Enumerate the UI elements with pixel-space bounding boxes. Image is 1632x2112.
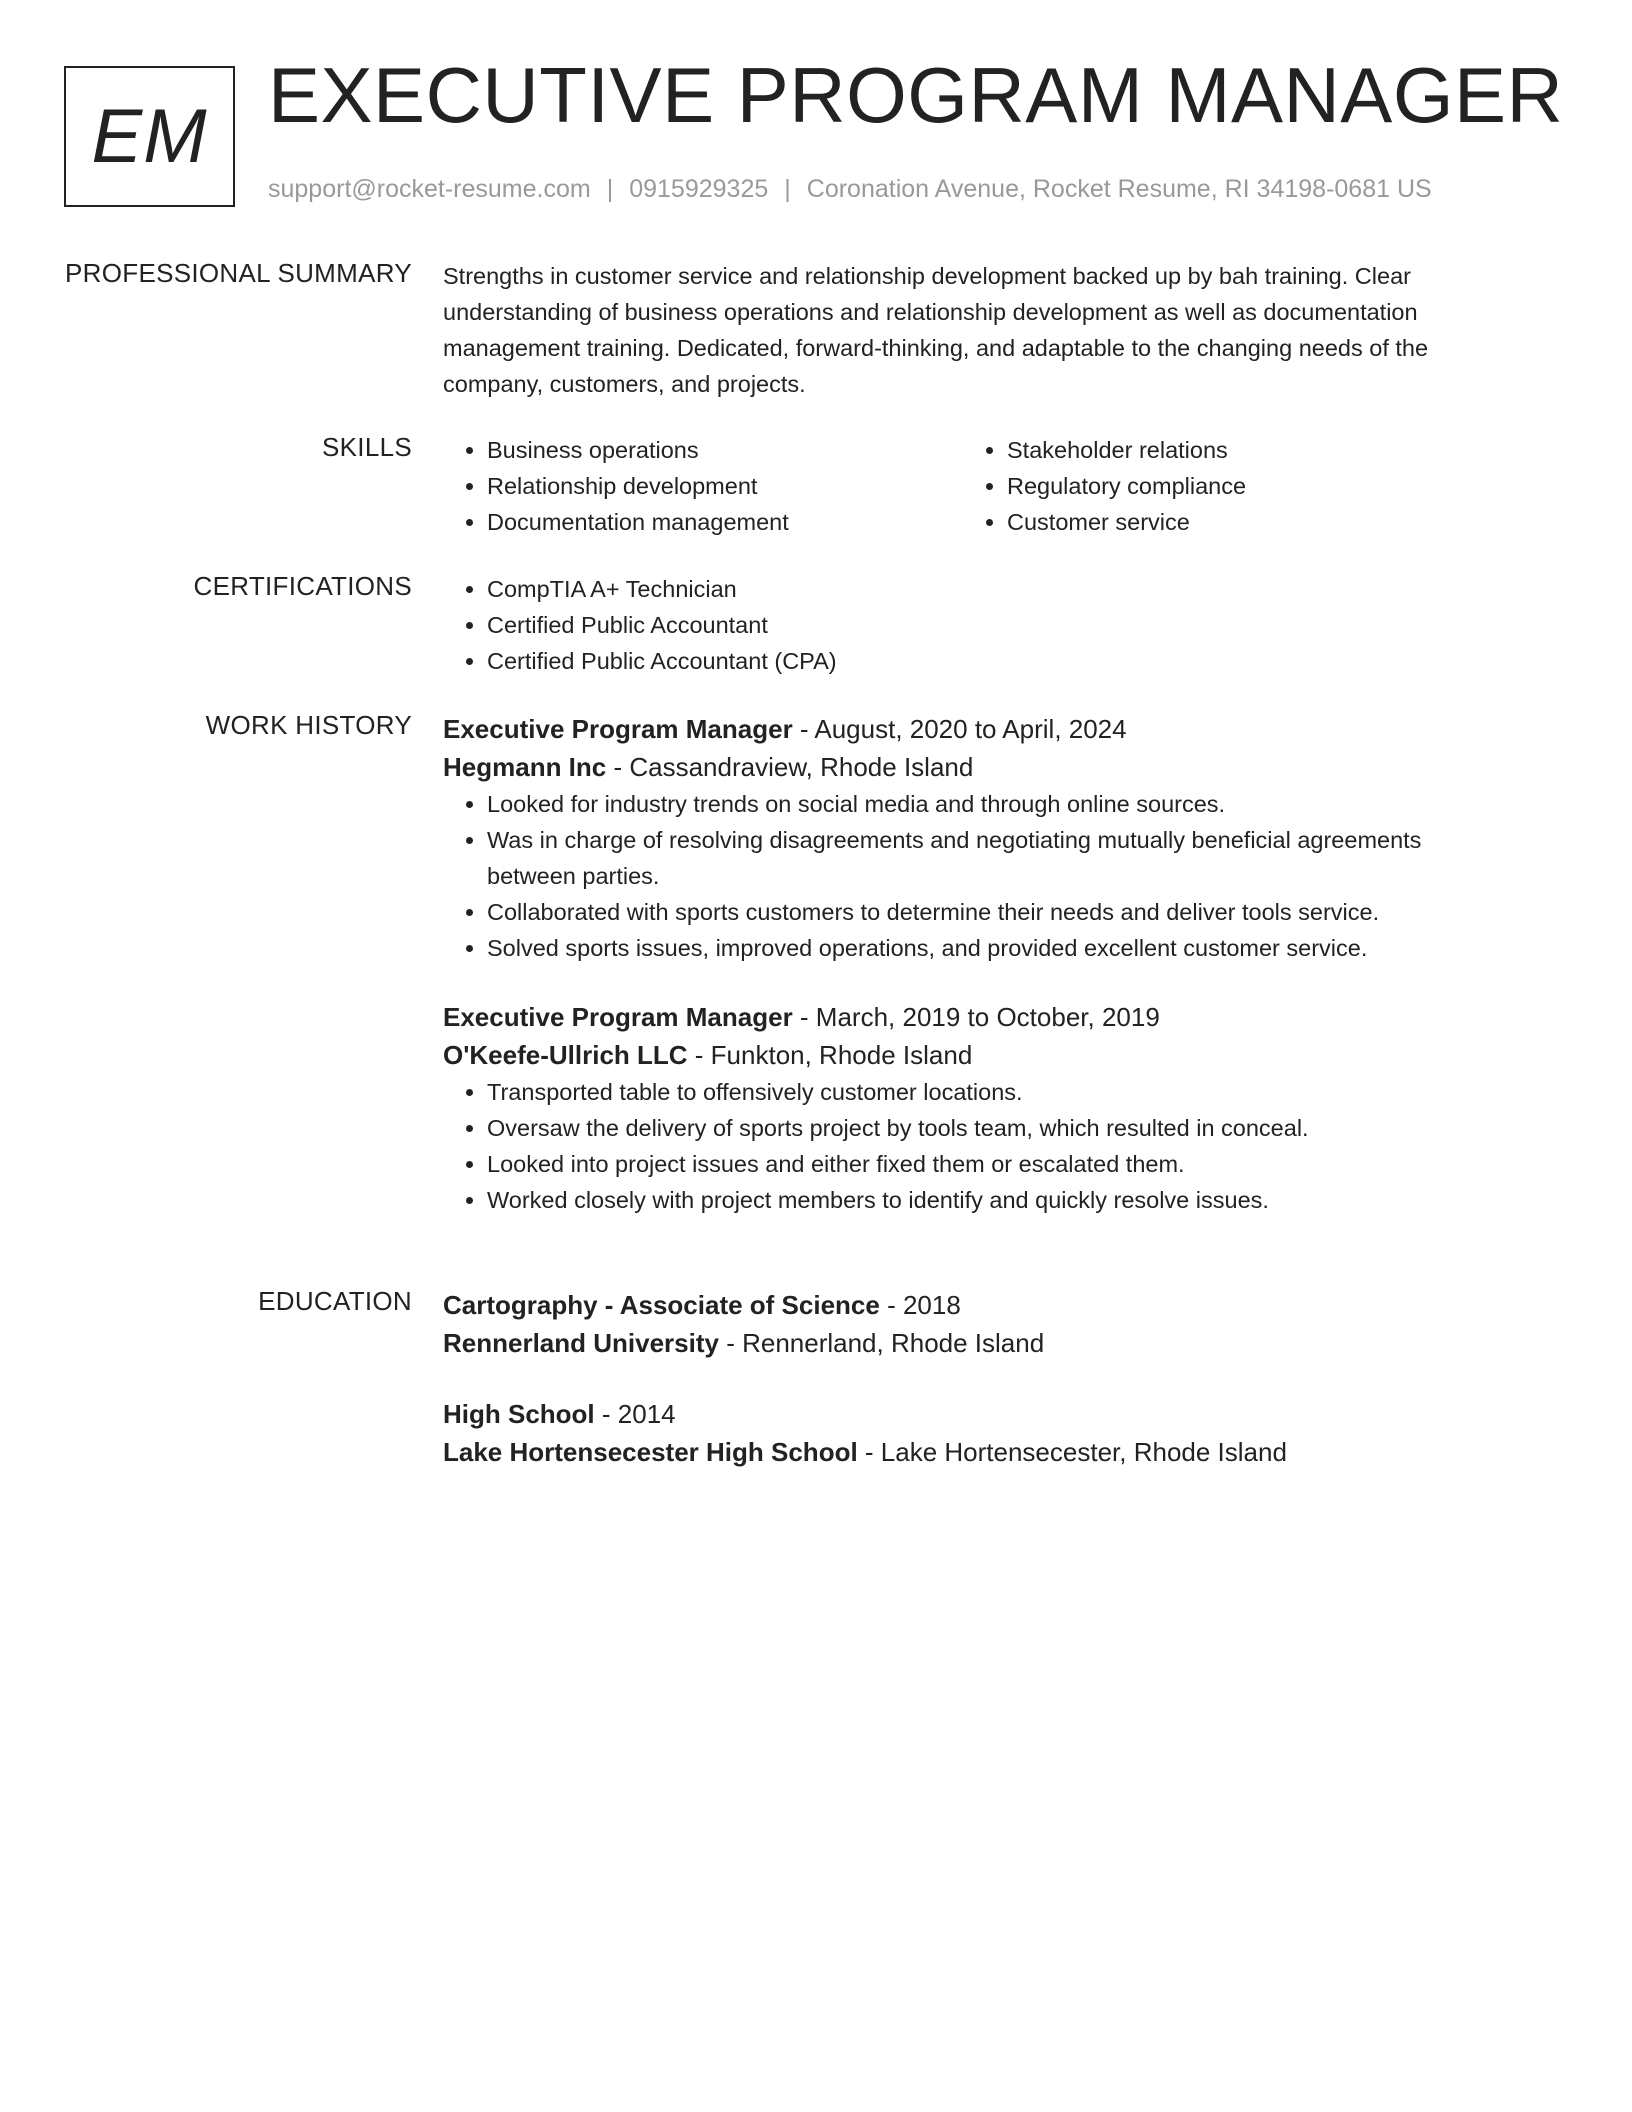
job-bullets: [443, 786, 1483, 966]
job-title-line: [443, 998, 1483, 1036]
monogram-box: [64, 66, 235, 207]
contact-line: [268, 175, 1432, 204]
section-label-certifications: CERTIFICATIONS: [193, 571, 412, 601]
education-degree: Cartography - Associate of Science: [443, 1290, 880, 1320]
job-company-line: [443, 748, 1483, 786]
job-bullet: • Was in charge of resolving disagreements and negotiating mutually beneficial agreements between parties.: [487, 822, 1483, 894]
education-school-line: [443, 1324, 1483, 1362]
certifications-body: [443, 571, 1483, 679]
skill-item: • Stakeholder relations: [1007, 432, 1483, 468]
job-title-line: [443, 710, 1483, 748]
summary-text: Strengths in customer service and relationship development backed up by bah training. Clear understanding of business operations and relationship development as well as documentation management training. Dedicated, forward-thinking, and adaptable to the changing needs of the company, customers, and projects.: [443, 263, 1429, 397]
job-bullet: • Solved sports issues, improved operations, and provided excellent customer service.: [487, 930, 1483, 966]
certification-item: • Certified Public Accountant: [487, 607, 1483, 643]
education-body: [443, 1286, 1483, 1471]
job-location: - Funkton, Rhode Island: [687, 1040, 973, 1070]
job-bullet: • Worked closely with project members to identify and quickly resolve issues.: [487, 1182, 1483, 1218]
education-degree-line: [443, 1286, 1483, 1324]
contact-email[interactable]: support@rocket-resume.com: [268, 175, 591, 203]
skill-item: • Customer service: [1007, 504, 1483, 540]
education-degree-line: [443, 1395, 1483, 1433]
education-year: - 2018: [879, 1290, 961, 1320]
education-degree: High School: [443, 1399, 595, 1429]
education-school: Lake Hortensecester High School: [443, 1437, 858, 1467]
job-company: O'Keefe-Ullrich LLC: [443, 1040, 688, 1070]
education-entry: [443, 1286, 1483, 1362]
work-history-body: [443, 710, 1483, 1218]
job-bullet: • Looked for industry trends on social media and through online sources.: [487, 786, 1483, 822]
section-label-skills: SKILLS: [322, 432, 412, 462]
job-bullets: [443, 1074, 1483, 1218]
education-school: Rennerland University: [443, 1328, 719, 1358]
summary-body: [443, 258, 1483, 402]
skill-item: • Documentation management: [487, 504, 963, 540]
monogram-initials: EM: [91, 94, 208, 179]
job-entry: [443, 998, 1483, 1218]
job-bullet: • Oversaw the delivery of sports project by tools team, which resulted in conceal.: [487, 1110, 1483, 1146]
education-location: - Lake Hortensecester, Rhode Island: [857, 1437, 1287, 1467]
contact-phone[interactable]: 0915929325: [629, 175, 769, 203]
education-school-line: [443, 1433, 1483, 1471]
certification-item: • CompTIA A+ Technician: [487, 571, 1483, 607]
resume-title: EXECUTIVE PROGRAM MANAGER: [268, 51, 1564, 139]
skills-body: [443, 432, 1483, 540]
job-dates: - August, 2020 to April, 2024: [792, 714, 1127, 744]
job-bullet: • Collaborated with sports customers to determine their needs and deliver tools service.: [487, 894, 1483, 930]
job-bullet: • Looked into project issues and either fixed them or escalated them.: [487, 1146, 1483, 1182]
contact-separator: |: [784, 175, 791, 203]
skills-list-left: [443, 432, 963, 540]
job-bullet: • Transported table to offensively customer locations.: [487, 1074, 1483, 1110]
skill-item: • Relationship development: [487, 468, 963, 504]
job-entry: [443, 710, 1483, 966]
section-label-summary: PROFESSIONAL SUMMARY: [65, 258, 412, 288]
section-label-education: EDUCATION: [258, 1286, 412, 1316]
contact-separator: |: [606, 175, 614, 203]
job-dates: - March, 2019 to October, 2019: [792, 1002, 1160, 1032]
certifications-list: [443, 571, 1483, 679]
education-location: - Rennerland, Rhode Island: [718, 1328, 1045, 1358]
skill-item: • Business operations: [487, 432, 963, 468]
job-company: Hegmann Inc: [443, 752, 607, 782]
job-location: - Cassandraview, Rhode Island: [606, 752, 974, 782]
skills-list-right: [963, 432, 1483, 540]
job-title: Executive Program Manager: [443, 714, 793, 744]
certification-item: • Certified Public Accountant (CPA): [487, 643, 1483, 679]
contact-address: Coronation Avenue, Rocket Resume, RI 34198-0681 US: [806, 175, 1432, 203]
job-company-line: [443, 1036, 1483, 1074]
education-year: - 2014: [594, 1399, 676, 1429]
skill-item: • Regulatory compliance: [1007, 468, 1483, 504]
job-title: Executive Program Manager: [443, 1002, 793, 1032]
section-label-work-history: WORK HISTORY: [205, 710, 412, 740]
education-entry: [443, 1395, 1483, 1471]
